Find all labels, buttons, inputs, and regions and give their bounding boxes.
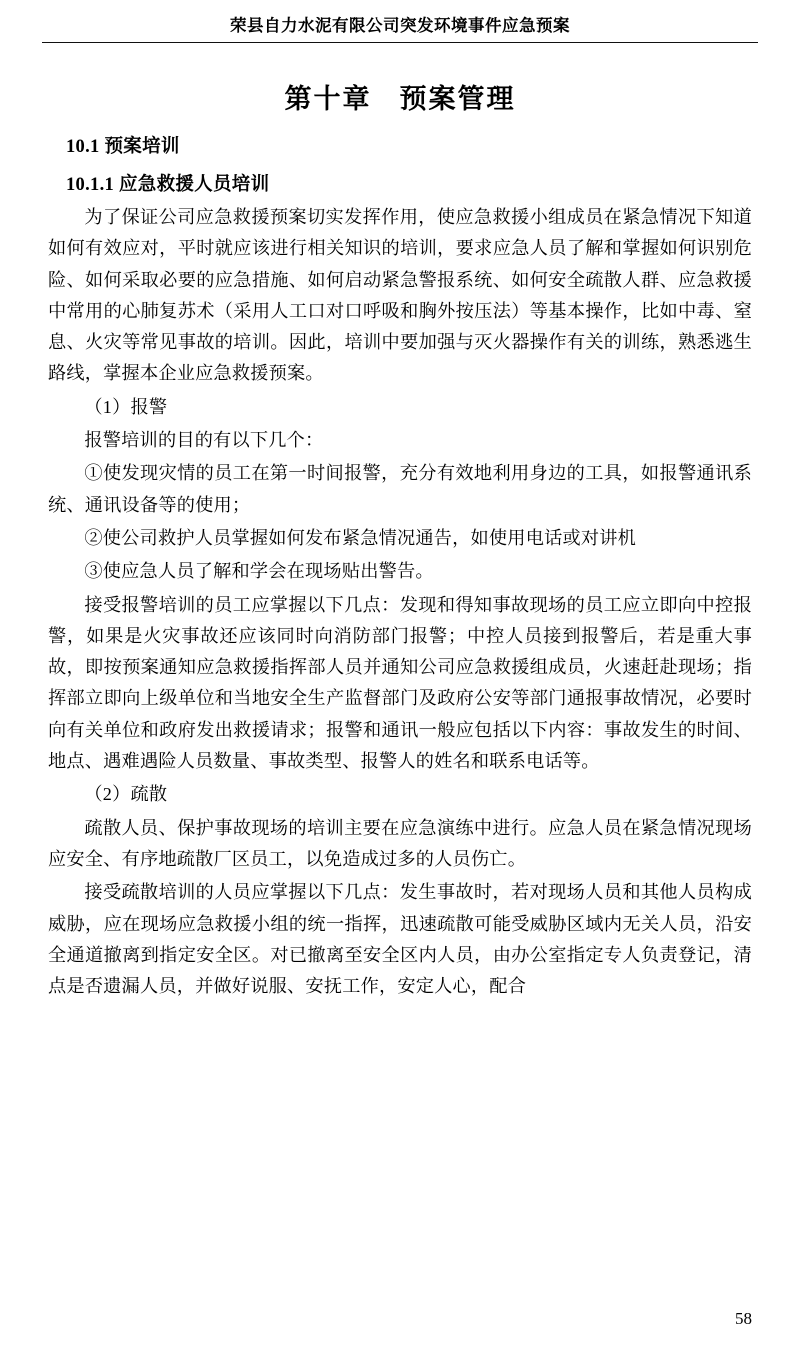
paragraph-1: 为了保证公司应急救援预案切实发挥作用，使应急救援小组成员在紧急情况下知道如何有效应对，平时就应该进行相关知识的培训，要求应急人员了解和掌握如何识别危险、如何采取必要的应急措施、如何启动紧急警报系统、如何安全疏散人群、应急救援中常用的心肺复苏术（采用人工口对口呼吸和胸外按压法）等基本操作，比如中毒、窒息、火灾等常见事故的培训。因此，培训中要加强与灭火器操作有关的训练，熟悉逃生路线，掌握本企业应急救援预案。 bbox=[48, 207, 752, 384]
running-header: 荣县自力水泥有限公司突发环境事件应急预案 bbox=[230, 16, 570, 35]
page-number: 58 bbox=[735, 1309, 752, 1328]
paragraph-7: 接受报警培训的员工应掌握以下几点：发现和得知事故现场的员工应立即向中控报警，如果是火灾事故还应该同时向消防部门报警；中控人员接到报警后，若是重大事故，即按预案通知应急救援指挥部人员并通知公司应急救援组成员，火速赶赴现场；指挥部立即向上级单位和当地安全生产监督部门及政府公安等部门通报事故情况，必要时向有关单位和政府发出救援请求；报警和通讯一般应包括以下内容：事故发生的时间、地点、遇难遇险人员数量、事故类型、报警人的姓名和联系电话等。 bbox=[48, 594, 752, 772]
paragraph-8-list-2: （2）疏散 bbox=[84, 784, 168, 805]
paragraph-2-list-1: （1）报警 bbox=[84, 396, 168, 417]
chapter-title-text: 预案管理 bbox=[399, 84, 516, 114]
paragraph-9: 疏散人员、保护事故现场的培训主要在应急演练中进行。应急人员在紧急情况现场应安全、有序地疏散厂区员工，以免造成过多的人员伤亡。 bbox=[48, 817, 752, 869]
section-heading-10-1-1: 10.1.1 应急救援人员培训 bbox=[66, 175, 270, 195]
header-divider bbox=[42, 42, 758, 43]
paragraph-5-item-2: ②使公司救护人员掌握如何发布紧急情况通告，如使用电话或对讲机 bbox=[84, 527, 637, 548]
paragraph-4-item-1: ①使发现灾情的员工在第一时间报警，充分有效地利用身边的工具，如报警通讯系统、通讯设备等的使用； bbox=[48, 463, 752, 515]
chapter-number: 第十章 bbox=[284, 84, 372, 114]
paragraph-3: 报警培训的目的有以下几个： bbox=[84, 430, 324, 451]
section-heading-10-1: 10.1 预案培训 bbox=[66, 137, 180, 157]
chapter-heading bbox=[48, 77, 752, 116]
paragraph-6-item-3: ③使应急人员了解和学会在现场贴出警告。 bbox=[84, 561, 434, 582]
paragraph-10: 接受疏散培训的人员应掌握以下几点：发生事故时，若对现场人员和其他人员构成威胁，应在现场应急救援小组的统一指挥，迅速疏散可能受威胁区域内无关人员，沿安全通道撤离到指定安全区。对已撤离至安全区内人员，由办公室指定专人负责登记，清点是否遗漏人员，并做好说服、安抚工作，安定人心，配合 bbox=[48, 882, 752, 997]
